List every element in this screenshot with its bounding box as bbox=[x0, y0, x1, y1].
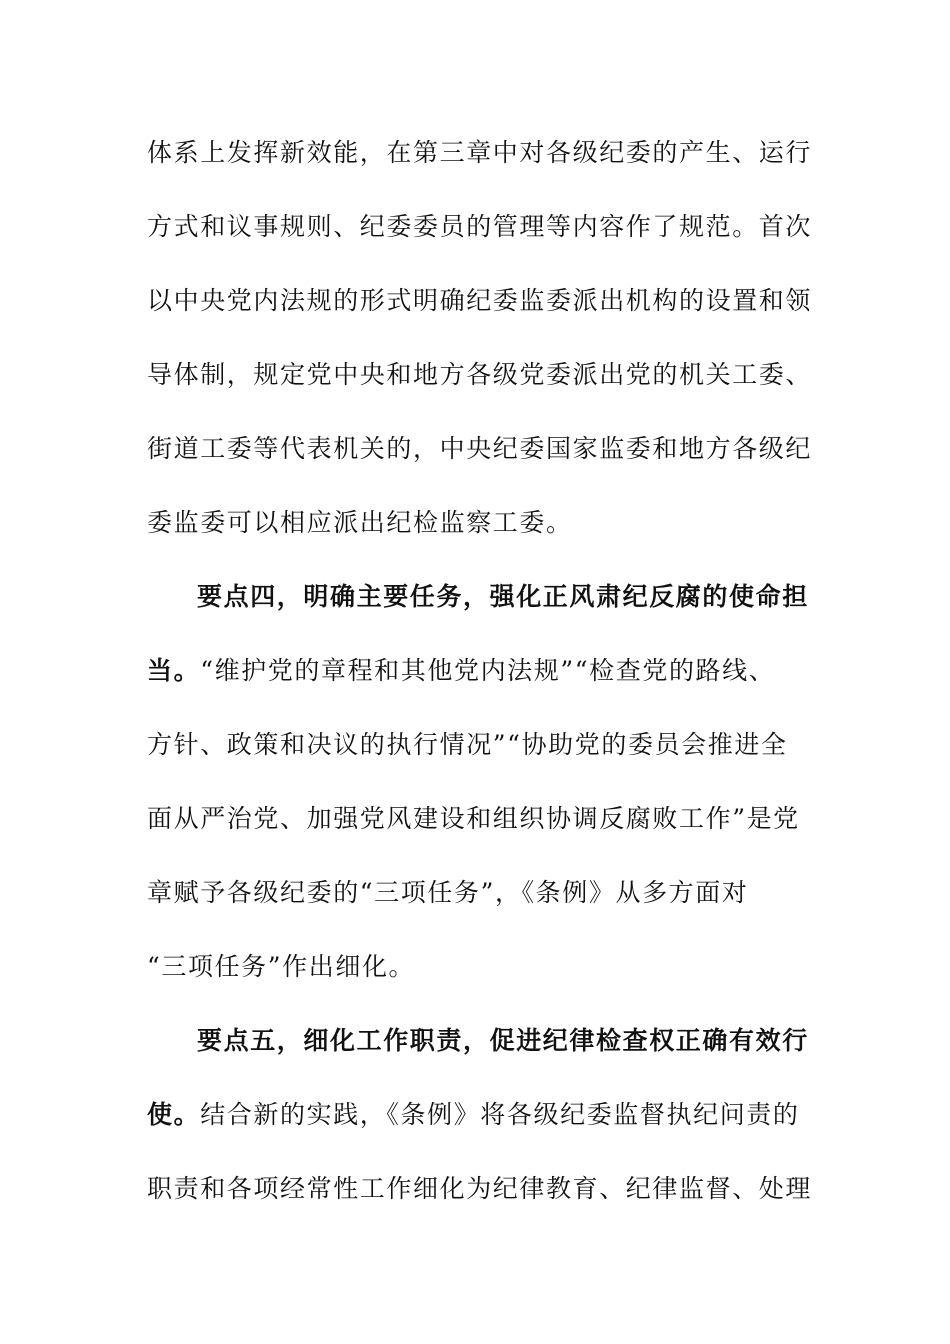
point-5-heading-end: 使。 bbox=[147, 1100, 201, 1129]
text-line: 职责和各项经常性工作细化为纪律教育、纪律监督、处理 bbox=[147, 1174, 813, 1203]
point-5-text: 结合新的实践，《条例》将各级纪委监督执纪问责的 bbox=[200, 1100, 800, 1129]
text-line: 面从严治党、加强党风建设和组织协调反腐败工作”是党 bbox=[147, 804, 800, 833]
text-line: 委监委可以相应派出纪检监察工委。 bbox=[147, 508, 573, 537]
body-text bbox=[147, 128, 813, 1238]
point-4-heading: 要点四，明确主要任务，强化正风肃纪反腐的使命担 bbox=[197, 582, 809, 611]
point-4-text: “维护党的章程和其他党内法规”“检查党的路线、 bbox=[200, 656, 776, 685]
point-4-heading-end: 当。 bbox=[147, 656, 201, 685]
point-5-heading: 要点五，细化工作职责，促进纪律检查权正确有效行 bbox=[197, 1026, 809, 1055]
text-line: 导体制，规定党中央和地方各级党委派出党的机关工委、 bbox=[147, 360, 813, 389]
text-line bbox=[147, 1090, 800, 1164]
text-line: 方针、政策和决议的执行情况”“协助党的委员会推进全 bbox=[147, 730, 788, 759]
text-line: 以中央党内法规的形式明确纪委监委派出机构的设置和领 bbox=[147, 286, 813, 315]
text-line: “三项任务”作出细化。 bbox=[147, 952, 416, 981]
text-line: 方式和议事规则、纪委委员的管理等内容作了规范。首次 bbox=[147, 212, 813, 241]
text-line: 街道工委等代表机关的，中央纪委国家监委和地方各级纪 bbox=[147, 434, 813, 463]
text-line: 章赋予各级纪委的“三项任务”，《条例》从多方面对 bbox=[147, 878, 749, 907]
text-line: 体系上发挥新效能，在第三章中对各级纪委的产生、运行 bbox=[147, 138, 813, 167]
text-line bbox=[147, 646, 787, 720]
